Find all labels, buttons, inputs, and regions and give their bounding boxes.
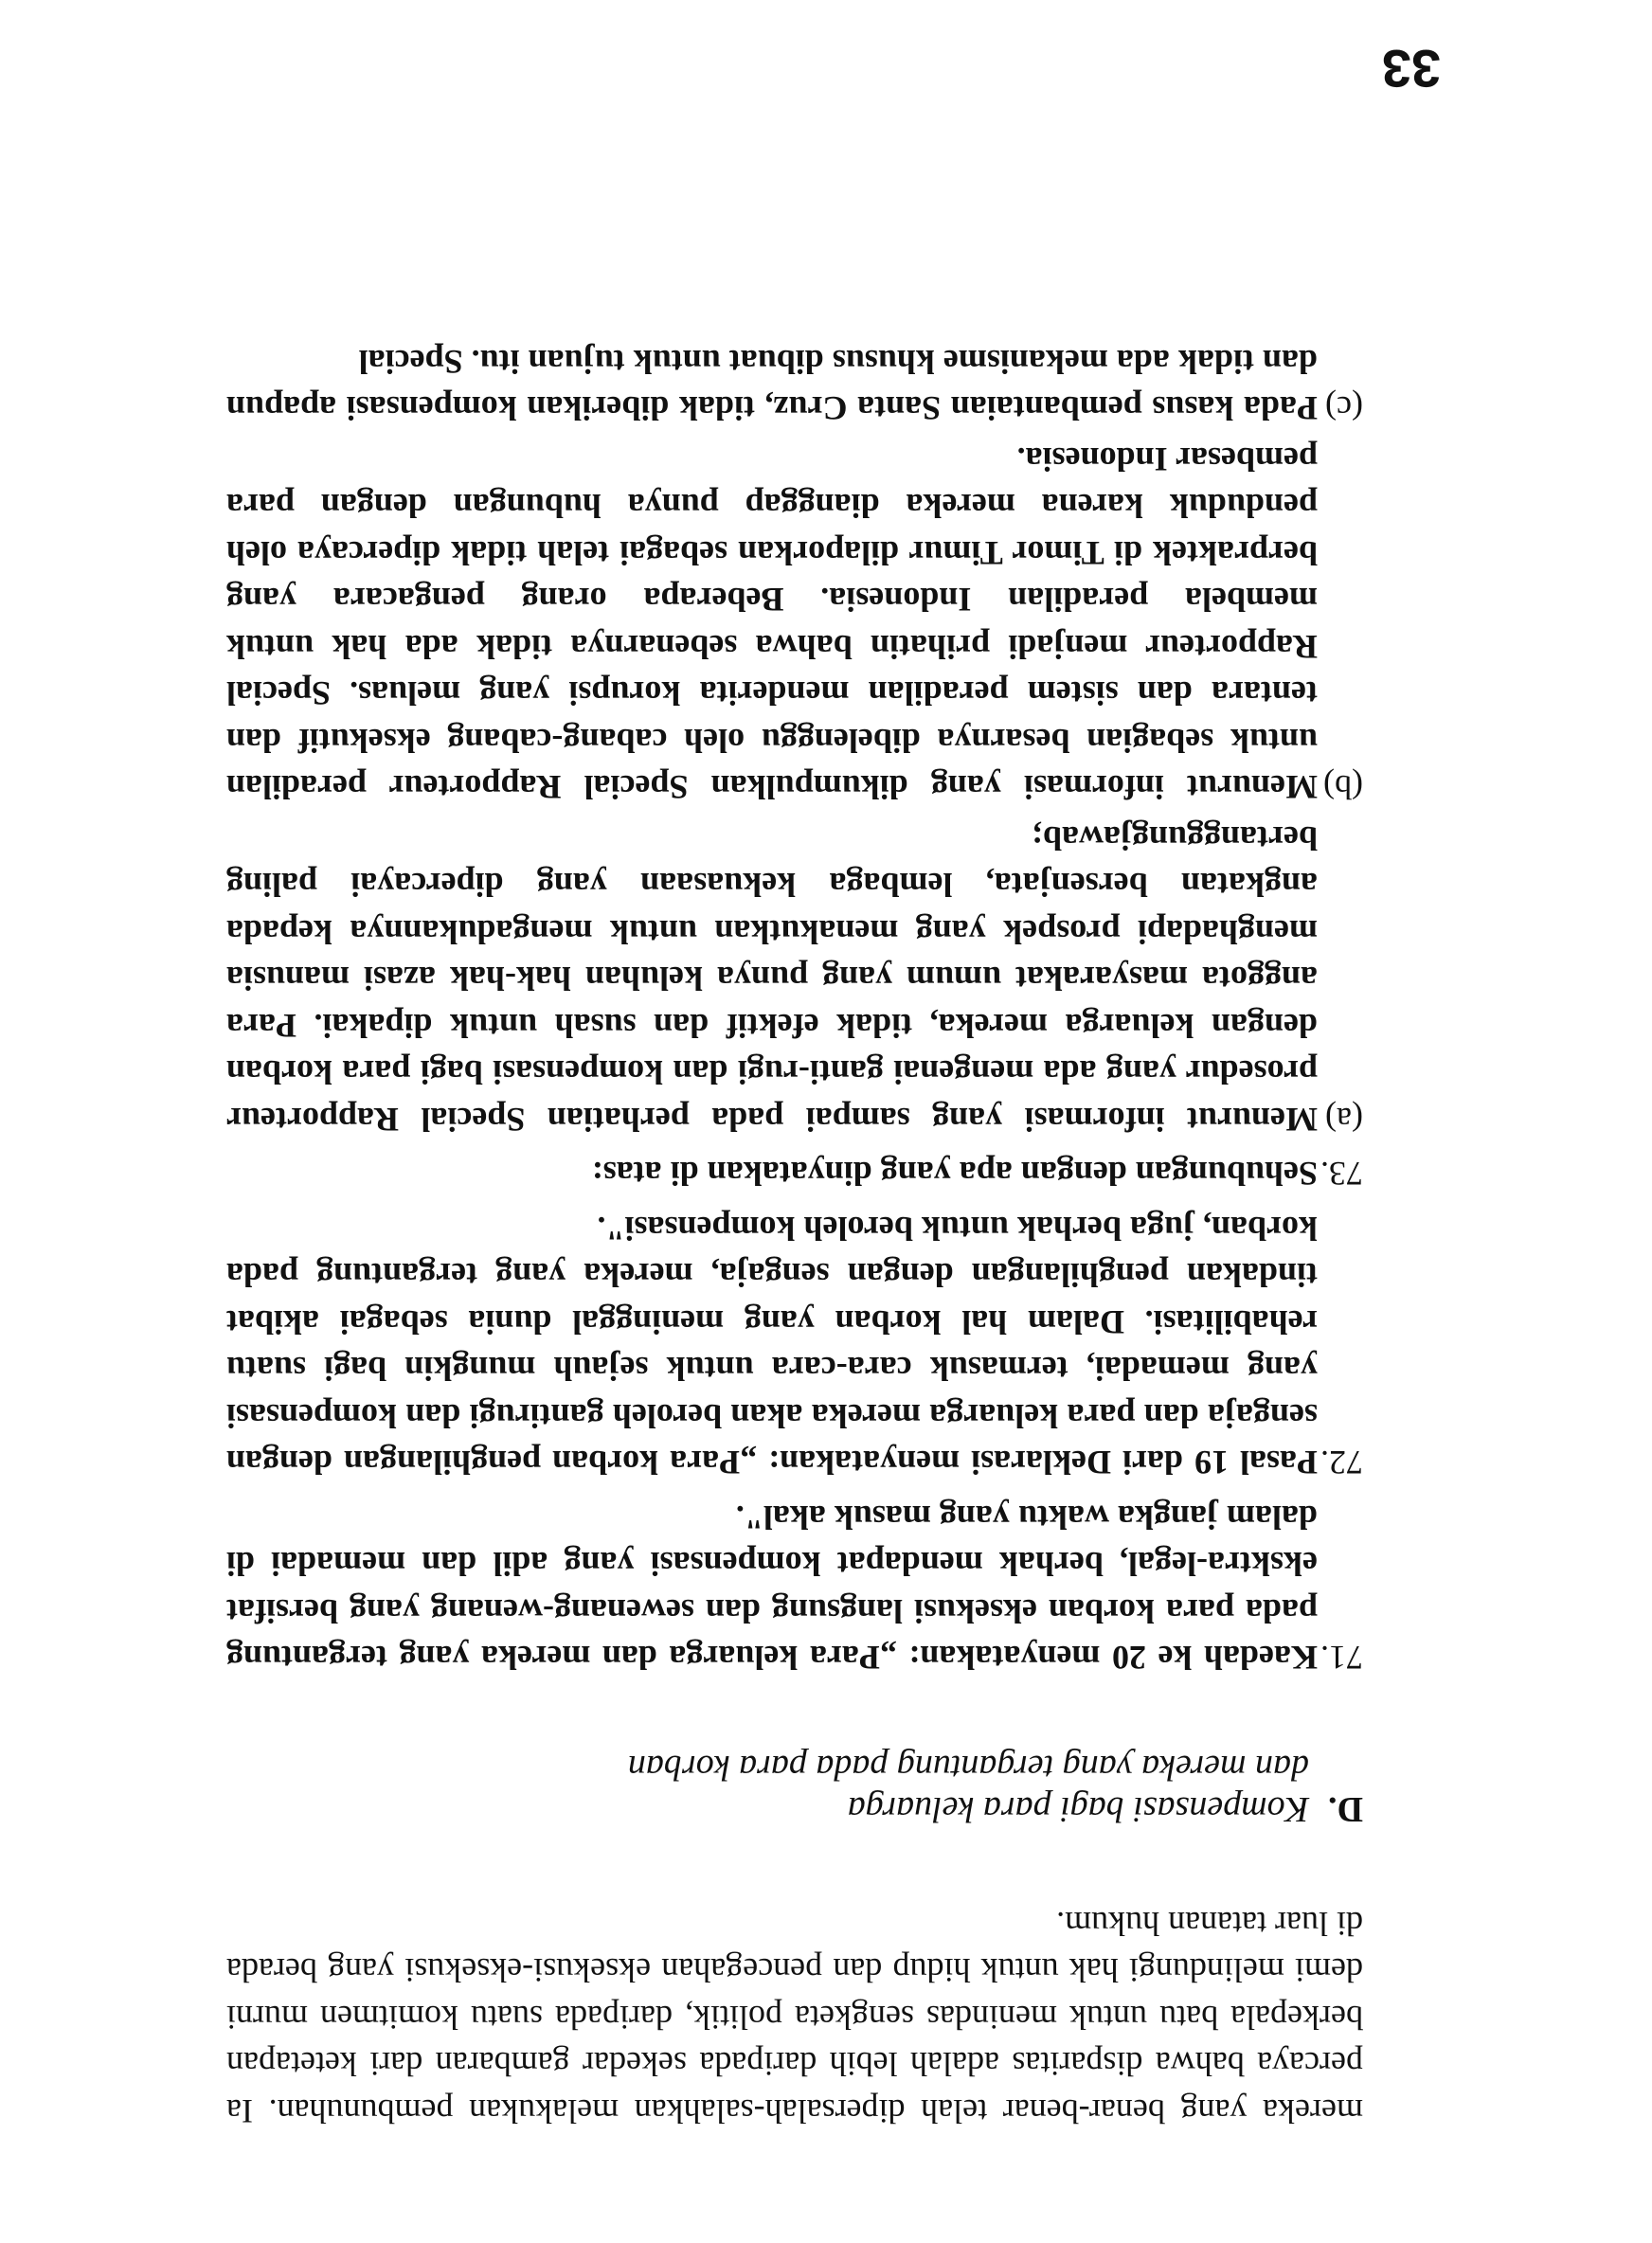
sub-item-text: Menurut informasi yang sampai pada perhatian Special Rapporteur prosedur yang ada mengenai ganti-rugi dan kompensasi bagi para korban dengan keluarga mereka, tidak efektif dan susah untuk dipakai. Para anggota masyarakat umum yang punya keluhan hak-hak azasi manusia menghadapi prospek yang menakutkan untuk mengadukannya kepada angkatan bersenjata, lembaga kekuasaan yang dipercayai paling bertanggungjawab; bbox=[226, 819, 1318, 1139]
section-title-line-2: dan mereka yang tergantung pada para korban bbox=[627, 1748, 1309, 1788]
section-title-line-1: Kompensasi bagi para keluarga bbox=[847, 1789, 1309, 1830]
section-heading bbox=[226, 1748, 1363, 1831]
page-number: 33 bbox=[1381, 39, 1441, 99]
sub-item-a bbox=[226, 815, 1363, 1143]
paragraph-number: 73. bbox=[1320, 1155, 1363, 1193]
sub-item-text: Menurut informasi yang dikumpulkan Special Rapporteur peradilan untuk sebagian besarnya dibelenggu oleh cabang-cabang eksekutif dan tentara dan sistem peradilan menderita korupsi yang meluas. Special Rapporteur menjadi prihatin bahwa sebenarnya tidak ada hak untuk membela peradilan Indonesia. Beberapa orang pengacara yang berpraktek di Timor Timur dilaporkan sebagai telah tidak dipercaya oleh penduduk karena mereka dianggap punya hubungan dengan para pembesar Indonesia. bbox=[226, 440, 1318, 807]
paragraph-number: 71. bbox=[1320, 1639, 1363, 1678]
sub-item-c bbox=[226, 338, 1363, 432]
paragraph-text: Sehubungan dengan apa yang dinyatakan di atas: bbox=[591, 1155, 1318, 1193]
sub-item-label: (c) bbox=[1325, 389, 1363, 428]
page-body bbox=[226, 338, 1363, 2135]
continuation-paragraph: mereka yang benar-benar telah dipersalah-salahkan melakukan pembunuhan. Ia percaya bahwa disparitas adalah lebih daripada sekedar gambaran dari ketetapan berkepala batu untuk menindas sengketa politik, daripada suatu komitmen murni demi melindungi hak untuk hidup dan pencegahan eksekusi-eksekusi yang berada di luar tatanan hukum. bbox=[226, 1905, 1363, 2130]
sub-item-text: Pada kasus pembantaian Santa Cruz, tidak diberikan kompensasi apapun dan tidak ada mekanisme khusus dibuat untuk tujuan itu. Special bbox=[226, 343, 1318, 428]
paragraph-71 bbox=[226, 1494, 1363, 1681]
section-letter: D. bbox=[1328, 1789, 1363, 1830]
paragraph-text: Kaedah ke 20 menyatakan: „Para keluarga dan mereka yang tergantung pada para korban eksekusi langsung dan sewenang-wenang yang bersifat eksktra-legal, berhak mendapat kompensasi yang adil dan memadai di dalam jangka waktu yang masuk akal". bbox=[226, 1498, 1318, 1678]
paragraph-text: Pasal 19 dari Deklarasi menyatakan: „Para korban penghilangan dengan sengaja dan para keluarga mereka akan beroleh gantirugi dan kompensasi yang memadai, termasuk cara-cara untuk sejauh mungkin bagi suatu rehabilitasi. Dalam hal korban yang meninggal dunia sebagai akibat tindakan penghilangan dengan sengaja, mereka yang tergantung pada korban, juga berhak untuk beroleh kompensasi". bbox=[226, 1210, 1318, 1482]
sub-item-b bbox=[226, 436, 1363, 811]
paragraph-number: 72. bbox=[1320, 1444, 1363, 1482]
paragraph-72 bbox=[226, 1205, 1363, 1486]
sub-item-label: (a) bbox=[1325, 1101, 1363, 1139]
sub-item-label: (b) bbox=[1323, 768, 1363, 807]
paragraph-73 bbox=[226, 1150, 1363, 1197]
section-title bbox=[628, 1748, 1309, 1831]
